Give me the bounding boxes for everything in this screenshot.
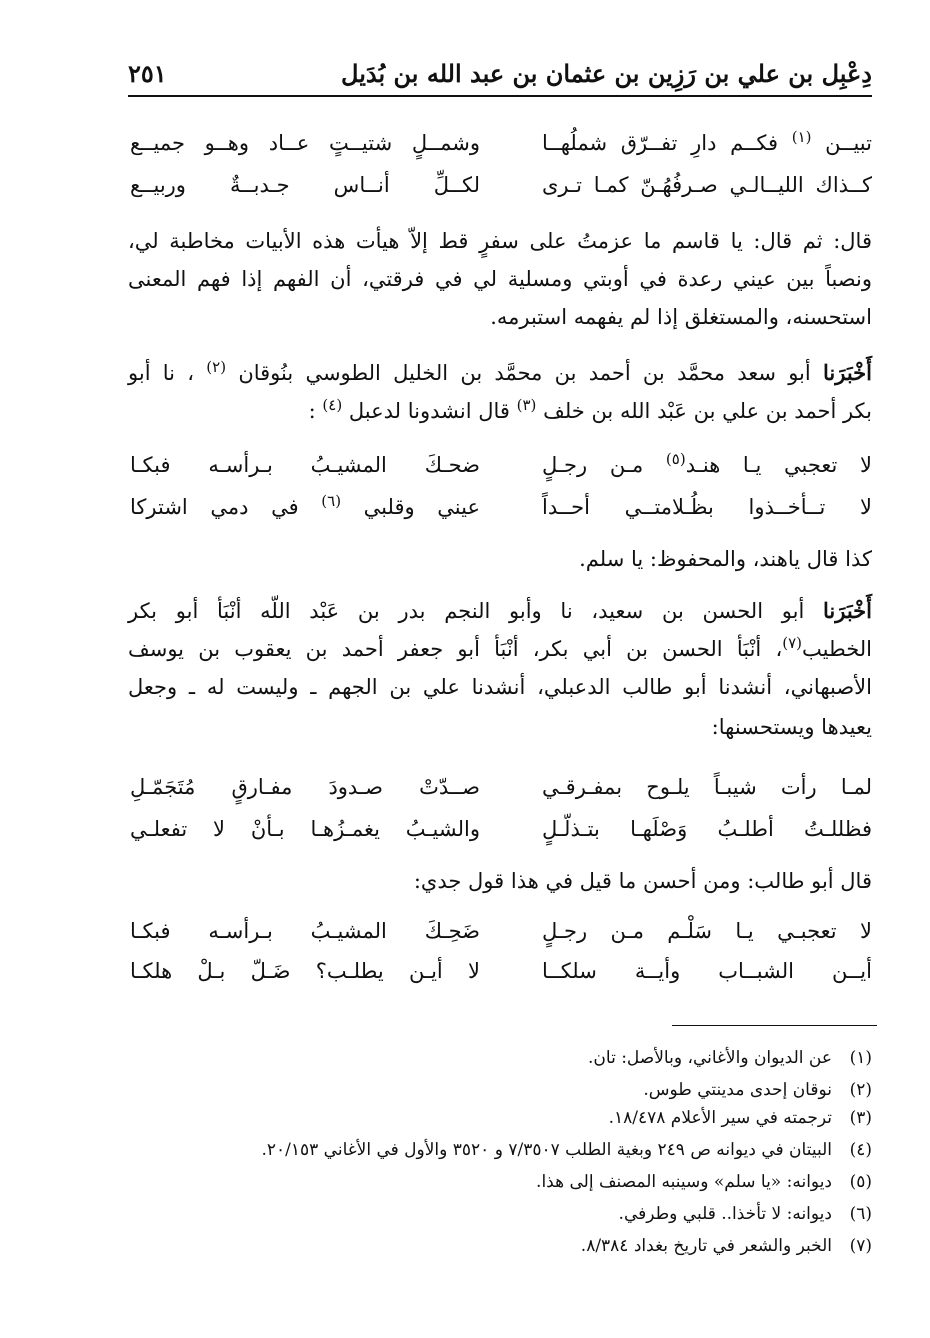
footnote-number: (٣) <box>849 1108 872 1128</box>
footnote <box>536 1170 872 1194</box>
footnote-ref: (٧) <box>782 634 803 652</box>
poem4-verse2-first-hemistich: أيــن الشبــاب وأيــة سلكــا <box>542 959 872 983</box>
poem3-verse1-first-hemistich: لمـا رأت شيبـاً يلـوح بمفـرقـي <box>542 775 872 799</box>
poem3-verse1-second-hemistich: صــدّتْ صـدودَ مفـارقٍ مُتَجَمّـلِ <box>130 775 480 799</box>
isnad-line: بكر أحمد بن علي بن عَبْد الله بن خلف $^{(٣)}$ قال انشدونا لدعبل $^{(٤)}$ : <box>308 396 872 423</box>
footnote-text: الخبر والشعر في تاريخ بغداد ٨/٣٨٤. <box>580 1236 832 1256</box>
poem2-verse2-second-hemistich: عيني وقلبي $^{(٦)}$ في دمي اشتركا <box>130 492 480 519</box>
akhbarana-keyword: أَخْبَرَنا <box>823 360 872 385</box>
poem2-verse2-first-hemistich: لا تــأخــذوا بظُـلامتــي أحــداً <box>542 495 872 519</box>
page-number: ٢٥١ <box>128 59 167 88</box>
akhbarana-keyword: أَخْبَرَنا <box>823 598 872 623</box>
footnote <box>261 1138 872 1162</box>
poem4-verse2-second-hemistich: لا أيـن يطلـب؟ ضَـلّ بـلْ هلكـا <box>130 959 480 983</box>
poem1-verse2-first-hemistich: كــذاك الليــالـي صـرفُهُـنّ كمـا تـرى <box>542 173 872 197</box>
footnote-number: (٤) <box>849 1140 872 1160</box>
footnote <box>643 1078 872 1102</box>
isnad-line: أَخْبَرَنا أبو سعد محمَّد بن أحمد بن محمَّد بن الخليل الطوسي بنُوقان $^{(٢)}$ ، نا أبو <box>128 358 872 385</box>
footnote <box>588 1046 872 1070</box>
footnote-ref: (٦) <box>321 492 342 510</box>
paragraph-line: ونصباً بين عيني رعدة في أوبتي ومسلية لي في فرقتي، أن الفهم إذا فهم المعنى <box>128 267 872 291</box>
footnote-text: نوقان إحدى مدينتي طوس. <box>643 1080 832 1100</box>
footnote-ref: (٣) <box>516 396 537 414</box>
footnote <box>609 1106 872 1130</box>
footnote-number: (٦) <box>849 1204 872 1224</box>
narration-line: قال أبو طالب: ومن أحسن ما قيل في هذا قول جدي: <box>413 869 872 893</box>
isnad-line: أَخْبَرَنا أبو الحسن بن سعيد، نا وأبو النجم بدر بن عَبْد اللّه أنْبَأ أبو بكر <box>128 598 872 623</box>
poem4-verse1-first-hemistich: لا تعجبـي يـا سَلْـم مـن رجـلٍ <box>542 919 872 943</box>
running-header <box>128 55 872 97</box>
footnote-ref: (٤) <box>322 396 343 414</box>
footnote-ref: (٢) <box>206 358 227 376</box>
footnote-number: (٥) <box>849 1172 872 1192</box>
note-line: كذا قال ياهند، والمحفوظ: يا سلم. <box>579 547 872 571</box>
footnote-ref: (٥) <box>665 450 686 468</box>
footnote-text: ديوانه: «يا سلم» وسينبه المصنف إلى هذا. <box>536 1172 832 1192</box>
footnote-separator <box>672 1025 877 1026</box>
poem2-verse1-second-hemistich: ضحـكَ المشيـبُ بـرأسـه فبكـا <box>130 453 480 477</box>
poem1-verse1-second-hemistich: وشمــلٍ شتيــتٍ عــاد وهــو جميــع <box>130 131 480 155</box>
footnote-ref: (١) <box>791 128 812 146</box>
footnote <box>619 1202 872 1226</box>
footnote-number: (٧) <box>849 1236 872 1256</box>
isnad-line: الأصبهاني، أنشدنا أبو طالب الدعبلي، أنشدنا علي بن الجهم ـ وليست له ـ وجعل <box>128 675 872 699</box>
poem4-verse1-second-hemistich: ضَحِـكَ المشيـبُ بـرأسـه فبكـا <box>130 919 480 943</box>
isnad-line: يعيدها ويستحسنها: <box>711 715 872 739</box>
paragraph-line: استحسنه، والمستغلق إذا لم يفهمه استبرمه. <box>490 305 872 329</box>
footnote-text: البيتان في ديوانه ص ٢٤٩ وبغية الطلب ٧/٣٥٠٧ و ٣٥٢٠ والأول في الأغاني ٢٠/١٥٣. <box>261 1140 832 1160</box>
footnote-number: (١) <box>849 1048 872 1068</box>
poem3-verse2-first-hemistich: فظللـتُ أطلـبُ وَصْلَهـا بتـذلّـلٍ <box>542 817 872 841</box>
footnote <box>581 1234 872 1258</box>
paragraph-line: قال: ثم قال: يا قاسم ما عزمتُ على سفرٍ قط إلاّ هيأت هذه الأبيات مخاطبة لي، <box>128 229 872 253</box>
poem1-verse2-second-hemistich: لكــلِّ أنــاس جـدبــةٌ وربيــع <box>130 173 480 197</box>
footnote-text: ديوانه: لا تأخذا.. قلبي وطرفي. <box>618 1204 832 1224</box>
running-title: دِعْبِل بن علي بن رَزِين بن عثمان بن عبد الله بن بُدَيل <box>341 59 872 88</box>
footnote-number: (٢) <box>849 1080 872 1100</box>
isnad-line: الخطيب$^{(٧)}$، أنْبَأ الحسن بن أبي بكر، أنْبَأ أبو جعفر أحمد بن يعقوب بن يوسف <box>128 634 872 661</box>
footnote-text: عن الديوان والأغاني، وبالأصل: تان. <box>588 1048 832 1068</box>
poem3-verse2-second-hemistich: والشيـبُ يغمـزُهـا بـأنْ لا تفعلـي <box>130 817 480 841</box>
poem2-verse1-first-hemistich: لا تعجبي يـا هنـد$^{(٥)}$ مـن رجـلٍ <box>542 450 872 477</box>
poem1-verse1-first-hemistich: تبيــن $^{(١)}$ فكــم دارِ تفــرّق شملُهــا <box>542 128 872 155</box>
footnote-text: ترجمته في سير الأعلام ١٨/٤٧٨. <box>608 1108 832 1128</box>
